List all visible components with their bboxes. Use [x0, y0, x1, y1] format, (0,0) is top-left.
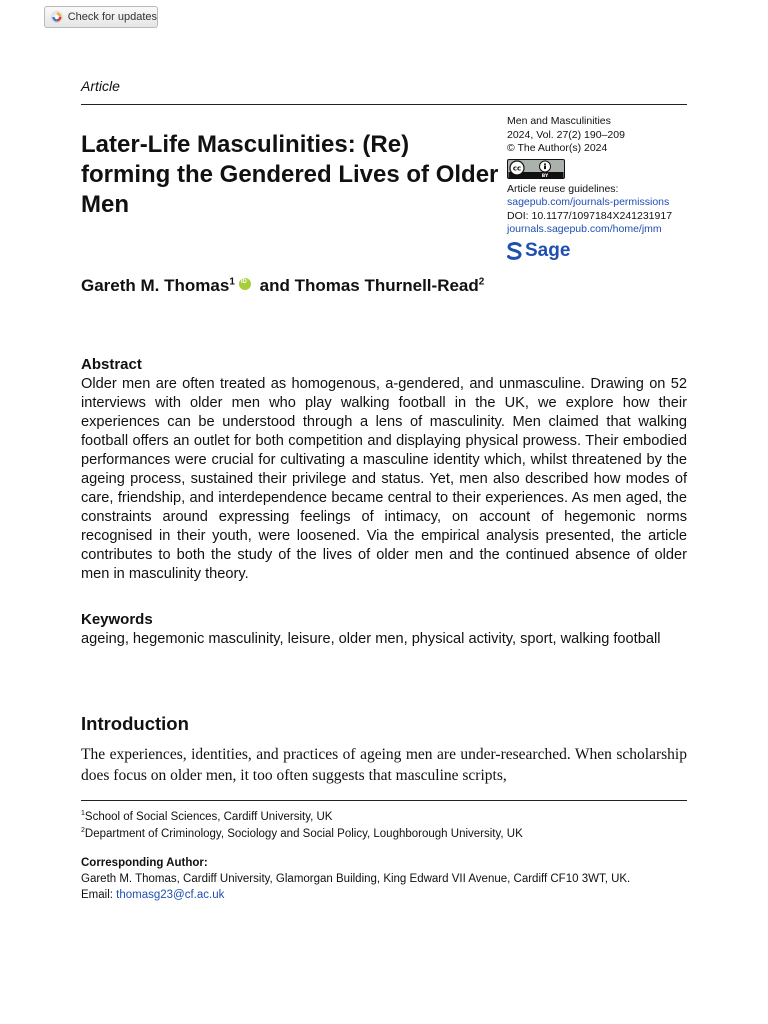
orcid-icon[interactable]: iD	[239, 278, 251, 290]
affiliation-2	[81, 827, 523, 840]
corresponding-heading: Corresponding Author:	[81, 857, 208, 869]
footnote-divider	[81, 800, 687, 801]
abstract-heading: Abstract	[81, 356, 142, 373]
copyright: © The Author(s) 2024	[507, 142, 608, 154]
author-2-affiliation: 2	[478, 276, 485, 288]
journal-link[interactable]: journals.sagepub.com/home/jmm	[507, 223, 662, 235]
affiliation-1	[81, 810, 332, 823]
doi: DOI: 10.1177/1097184X241231917	[507, 209, 673, 222]
svg-text:cc: cc	[512, 164, 522, 172]
introduction-text: The experiences, identities, and practices of ageing men are under-researched. When scholarship does focus on older men, it too often suggests that masculine scripts,	[81, 746, 687, 784]
journal-volume: 2024, Vol. 27(2) 190–209	[507, 128, 625, 141]
article-type: Article	[81, 78, 120, 94]
corresponding-address: Gareth M. Thomas, Cardiff University, Glamorgan Building, King Edward VII Avenue, Cardiff CF10 3WT, UK.	[81, 873, 631, 885]
introduction-heading: Introduction	[81, 713, 189, 734]
affiliation-2-text: Department of Criminology, Sociology and Social Policy, Loughborough University, UK	[84, 827, 523, 840]
keywords-heading: Keywords	[81, 611, 153, 628]
sage-s-icon	[507, 242, 522, 260]
author-2[interactable]: Thomas Thurnell-Read	[294, 276, 479, 295]
check-updates-icon	[51, 10, 63, 24]
author-line	[81, 276, 484, 296]
check-for-updates-button[interactable]	[44, 6, 158, 28]
journal-name: Men and Masculinities	[507, 115, 611, 127]
author-1-affiliation: 1	[229, 276, 235, 288]
keywords-text: ageing, hegemonic masculinity, leisure, older men, physical activity, sport, walking football	[81, 631, 661, 647]
email-label: Email:	[81, 889, 113, 901]
reuse-label: Article reuse guidelines:	[507, 182, 619, 195]
sage-logo	[507, 239, 697, 261]
check-for-updates-label: Check for updates	[67, 11, 157, 23]
reuse-link[interactable]: sagepub.com/journals-permissions	[507, 196, 670, 208]
corresponding-email-line	[81, 889, 224, 901]
affiliation-2-number: 2	[81, 827, 85, 834]
author-conjunction: and	[259, 276, 290, 295]
cc-by-icon[interactable]	[507, 159, 565, 179]
affiliation-1-number: 1	[81, 810, 85, 817]
article-title: Later-Life Masculinities: (Re) forming the Gendered Lives of Older Men	[81, 131, 499, 218]
affiliation-1-text: School of Social Sciences, Cardiff University, UK	[84, 810, 333, 823]
sage-wordmark: Sage	[525, 239, 571, 261]
journal-meta	[507, 115, 697, 260]
email-link[interactable]: thomasg23@cf.ac.uk	[116, 889, 225, 901]
header-divider	[81, 104, 687, 105]
svg-text:BY: BY	[541, 173, 549, 179]
author-1[interactable]: Gareth M. Thomas	[81, 276, 230, 295]
abstract-text: Older men are often treated as homogenous, a-gendered, and unmasculine. Drawing on 52 interviews with older men who play walking football in the UK, we explore how their experiences can be understood through a lens of masculinity. Men claimed that walking football offers an outlet for both competition and displaying physical prowess. Their embodied performances were crucial for cultivating a masculine identity which, whilst threatened by the ageing process, sustained their privilege and status. Yet, men also described how modes of care, friendship, and interdependence became central to their experiences. As men aged, the constraints around expressing feelings of intimacy, on account of hegemonic norms recognised in their youth, were loosened. Via the empirical analysis presented, the article contributes to both the study of the lives of older men and the continued absence of older men in masculinity theory.	[81, 376, 687, 582]
